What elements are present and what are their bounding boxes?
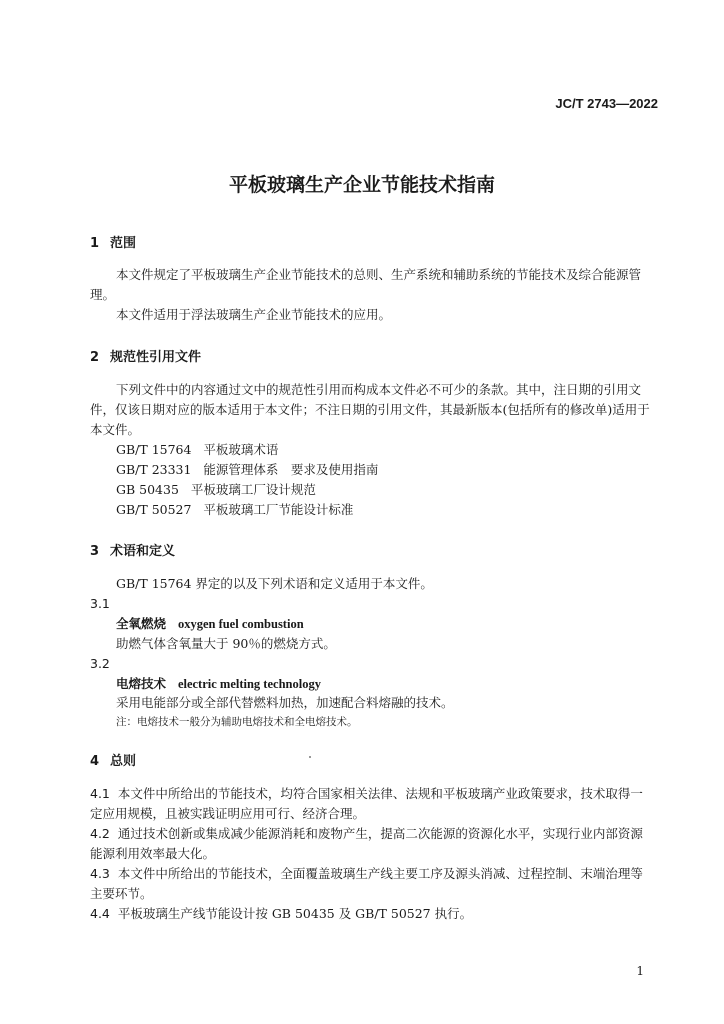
section-number: 3 <box>90 544 100 559</box>
clause-line <box>90 864 643 884</box>
reference-name: 平板玻璃工厂设计规范 <box>190 482 316 497</box>
section-number: 2 <box>90 350 100 365</box>
section-title: 术语和定义 <box>110 544 176 559</box>
paragraph-line: 理。 <box>90 287 116 302</box>
reference-code: GB 50435 <box>116 482 179 497</box>
term-en: oxygen fuel combustion <box>177 617 304 631</box>
stray-mark <box>309 756 311 758</box>
paragraph-line: 本文件规定了平板玻璃生产企业节能技术的总则、生产系统和辅助系统的节能技术及综合能源管 <box>116 267 642 282</box>
section-3-heading <box>90 540 175 559</box>
clause-text: 本文件中所给出的节能技术，均符合国家相关法律、法规和平板玻璃产业政策要求，技术取得一 <box>117 786 643 801</box>
section-title: 规范性引用文件 <box>110 350 202 365</box>
paragraph-line: 本文件适用于浮法玻璃生产企业节能技术的应用。 <box>116 307 392 322</box>
paragraph-line: 本文件。 <box>90 422 141 437</box>
reference-code: GB/T 15764 <box>116 442 192 457</box>
term-en: electric melting technology <box>177 677 321 691</box>
clause-text: 本文件中所给出的节能技术，全面覆盖玻璃生产线主要工序及源头消减、过程控制、末端治理等 <box>117 866 643 881</box>
section-title: 范围 <box>110 236 137 251</box>
clause-number: 4.2 <box>90 826 110 841</box>
reference-code: GB/T 50527 <box>116 502 192 517</box>
section-number: 4 <box>90 754 100 769</box>
term-definition: 采用电能部分或全部代替燃料加热，加速配合料熔融的技术。 <box>116 695 454 710</box>
term-zh: 电熔技术 <box>116 676 167 691</box>
clause-line <box>90 784 643 804</box>
clause-line <box>90 824 643 844</box>
reference-item <box>116 480 316 500</box>
section-number: 1 <box>90 236 100 251</box>
reference-item <box>116 500 353 520</box>
clause-number: 4.1 <box>90 786 110 801</box>
reference-code: GB/T 23331 <box>116 462 192 477</box>
clause-line <box>90 904 472 924</box>
reference-item <box>116 440 278 460</box>
clause-text: 通过技术创新或集成减少能源消耗和废物产生，提高二次能源的资源化水平，实现行业内部资源 <box>117 826 643 841</box>
term-zh: 全氧燃烧 <box>116 616 167 631</box>
section-title: 总则 <box>110 754 137 769</box>
clause-text: 平板玻璃生产线节能设计按 GB 50435 及 GB/T 50527 执行。 <box>117 906 473 921</box>
clause-line: 定应用规模，且被实践证明应用可行、经济合理。 <box>90 806 366 821</box>
term-entry <box>116 614 304 632</box>
term-note: 注：电熔技术一般分为辅助电熔技术和全电熔技术。 <box>116 716 358 728</box>
page-number: 1 <box>636 964 644 978</box>
clause-line: 能源利用效率最大化。 <box>90 846 216 861</box>
clause-number: 4.3 <box>90 866 110 881</box>
section-2-heading <box>90 346 201 365</box>
section-4-heading <box>90 750 136 769</box>
document-title: 平板玻璃生产企业节能技术指南 <box>228 174 495 196</box>
term-number: 3.1 <box>90 596 110 611</box>
paragraph-line: 件，仅该日期对应的版本适用于本文件；不注日期的引用文件，其最新版本(包括所有的修改单)适用于 <box>90 402 650 417</box>
section-1-heading <box>90 232 136 251</box>
paragraph-line: GB/T 15764 界定的以及下列术语和定义适用于本文件。 <box>116 576 433 591</box>
reference-name: 能源管理体系 要求及使用指南 <box>203 462 379 477</box>
term-definition: 助燃气体含氧量大于 90％的燃烧方式。 <box>116 636 336 651</box>
clause-line: 主要环节。 <box>90 886 153 901</box>
term-entry <box>116 674 321 692</box>
term-number: 3.2 <box>90 656 110 671</box>
reference-name: 平板玻璃工厂节能设计标准 <box>203 502 354 517</box>
reference-item <box>116 460 378 480</box>
clause-number: 4.4 <box>90 906 110 921</box>
paragraph-line: 下列文件中的内容通过文中的规范性引用而构成本文件必不可少的条款。其中，注日期的引用文 <box>116 382 642 397</box>
reference-name: 平板玻璃术语 <box>203 442 279 457</box>
standard-code: JC/T 2743—2022 <box>555 96 658 111</box>
